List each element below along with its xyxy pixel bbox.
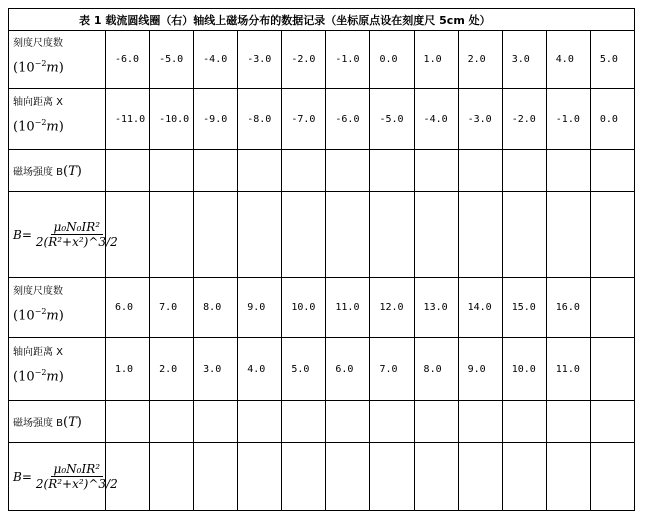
field-row-1-cell [238,150,282,192]
unit-base: 10 [18,308,35,324]
formula-row-2-cell [282,443,326,511]
formula-denominator: 2(R²+x²)^3/2 [35,477,118,491]
unit-exponent: −2 [34,368,47,378]
axial-distance-label: 轴向距离 X [13,347,64,359]
scale-row-1 [9,31,635,89]
field-row-1-cell [150,150,194,192]
field-row-1-cell [590,150,634,192]
unit-meter: m [46,369,59,385]
scale-row-2-cell: 16.0 [546,278,590,338]
formula-row-1-cell [458,192,502,278]
axial-row-1 [9,89,635,150]
axial-row-2-cell: 8.0 [414,338,458,401]
field-row-2-cell [546,401,590,443]
scale-row-1-cell: 0.0 [370,31,414,89]
axial-row-2-label-cell [9,338,106,401]
scale-row-2 [9,278,635,338]
unit-label: $(10^{-2}m)$ [13,58,64,76]
axial-row-1-cell: -10.0 [150,89,194,150]
formula-row-2-cell [414,443,458,511]
axial-row-2-cell: 6.0 [326,338,370,401]
axial-row-1-cell: -8.0 [238,89,282,150]
scale-row-2-cell: 10.0 [282,278,326,338]
scale-row-1-label-cell [9,31,106,89]
scale-row-1-cell: 5.0 [590,31,634,89]
axial-row-2-cell: 7.0 [370,338,414,401]
axial-row-1-cell: -5.0 [370,89,414,150]
scale-row-1-cell: -1.0 [326,31,370,89]
formula-row-1-cell [502,192,546,278]
field-strength-label: 磁场强度 B [13,417,64,429]
axial-row-2 [9,338,635,401]
field-row-2-label-cell [9,401,106,443]
scale-row-2-label-cell [9,278,106,338]
axial-row-2-cell: 4.0 [238,338,282,401]
axial-row-1-cell: -9.0 [194,89,238,150]
table-title: 表 1 载流圆线圈（右）轴线上磁场分布的数据记录（坐标原点设在刻度尺 5cm 处） [9,9,635,31]
scale-row-2-cell: 6.0 [106,278,150,338]
unit-exponent: −2 [34,58,47,68]
formula-row-1-cell [326,192,370,278]
formula-row-2-cell [150,443,194,511]
tesla-unit: (T) [63,414,82,430]
field-row-1-cell [370,150,414,192]
scale-row-1-cell: 2.0 [458,31,502,89]
scale-row-2-cell: 9.0 [238,278,282,338]
scale-row-2-cell: 12.0 [370,278,414,338]
axial-row-2-cell: 5.0 [282,338,326,401]
field-row-2-cell [370,401,414,443]
scale-row-2-cell: 11.0 [326,278,370,338]
formula-row-2-cell [458,443,502,511]
axial-row-2-cell: 11.0 [546,338,590,401]
axial-row-1-label-cell [9,89,106,150]
axial-row-2-cell: 3.0 [194,338,238,401]
field-row-2-cell [150,401,194,443]
formula-row-1-cell [590,192,634,278]
unit-base: 10 [18,119,35,135]
data-table-container [8,8,634,520]
field-row-2 [9,401,635,443]
formula-numerator: μ₀N₀IR² [51,220,104,235]
field-row-2-cell [326,401,370,443]
scale-row-1-cell: -2.0 [282,31,326,89]
unit-meter: m [46,119,59,135]
axial-row-1-cell: -7.0 [282,89,326,150]
unit-exponent: −2 [34,118,47,128]
formula-row-1-cell [370,192,414,278]
field-row-2-cell [194,401,238,443]
formula-row-1-label-cell [9,192,118,278]
formula-lhs: B= [13,227,32,242]
field-formula [13,462,118,491]
axial-row-2-cell: 10.0 [502,338,546,401]
axial-row-1-cell: 0.0 [590,89,634,150]
formula-row-1-cell [414,192,458,278]
tesla-unit: (T) [63,163,82,179]
axial-row-1-cell: -2.0 [502,89,546,150]
unit-label: $(10^{-2}m)$ [13,306,64,324]
unit-base: 10 [18,60,35,76]
field-row-1-cell [546,150,590,192]
scale-row-2-cell: 13.0 [414,278,458,338]
formula-row-2 [9,443,635,511]
scale-row-1-cell: -6.0 [106,31,150,89]
field-row-2-cell [414,401,458,443]
axial-row-2-cell: 2.0 [150,338,194,401]
scale-reading-label: 刻度尺度数 [13,37,63,49]
field-strength-label: 磁场强度 B [13,166,64,178]
unit-exponent: −2 [34,306,47,316]
formula-lhs: B= [13,469,32,484]
formula-row-1-cell [238,192,282,278]
scale-row-1-cell: 1.0 [414,31,458,89]
formula-row-2-cell [194,443,238,511]
unit-base: 10 [18,369,35,385]
axial-row-2-cell [590,338,634,401]
formula-row-1-cell [194,192,238,278]
scale-row-2-cell: 7.0 [150,278,194,338]
formula-row-1-cell [546,192,590,278]
field-row-1-cell [502,150,546,192]
scale-row-2-cell: 8.0 [194,278,238,338]
field-row-1-cell [414,150,458,192]
unit-meter: m [46,308,59,324]
formula-row-1-cell [282,192,326,278]
scale-row-1-cell: -4.0 [194,31,238,89]
scale-row-2-cell [590,278,634,338]
formula-row-2-cell [590,443,634,511]
field-row-2-cell [238,401,282,443]
axial-row-1-cell: -3.0 [458,89,502,150]
formula-numerator: μ₀N₀IR² [51,462,104,477]
formula-row-1-cell [150,192,194,278]
scale-row-1-cell: 4.0 [546,31,590,89]
magnetic-field-data-table [8,8,635,511]
scale-row-2-cell: 14.0 [458,278,502,338]
scale-reading-label: 刻度尺度数 [13,285,63,297]
scale-row-1-cell: -5.0 [150,31,194,89]
field-row-1-cell [282,150,326,192]
axial-row-1-cell: -1.0 [546,89,590,150]
formula-row-2-cell [546,443,590,511]
field-formula [13,220,118,249]
axial-row-1-cell: -11.0 [106,89,150,150]
scale-row-1-cell: -3.0 [238,31,282,89]
field-row-2-cell [590,401,634,443]
field-row-2-cell [106,401,150,443]
axial-row-2-cell: 1.0 [106,338,150,401]
scale-row-1-cell: 3.0 [502,31,546,89]
field-row-2-cell [502,401,546,443]
axial-distance-label: 轴向距离 X [13,97,64,109]
unit-label: $(10^{-2}m)$ [13,368,64,385]
formula-denominator: 2(R²+x²)^3/2 [35,235,118,249]
axial-row-1-cell: -4.0 [414,89,458,150]
field-row-1-label-cell [9,150,106,192]
field-row-1-cell [458,150,502,192]
unit-label: $(10^{-2}m)$ [13,118,64,135]
field-row-1-cell [326,150,370,192]
axial-row-2-cell: 9.0 [458,338,502,401]
field-row-2-cell [282,401,326,443]
formula-row-2-cell [238,443,282,511]
formula-row-2-label-cell [9,443,118,511]
scale-row-2-cell: 15.0 [502,278,546,338]
field-row-1-cell [106,150,150,192]
formula-row-2-cell [502,443,546,511]
formula-row-2-cell [326,443,370,511]
unit-meter: m [46,60,59,76]
field-row-2-cell [458,401,502,443]
axial-row-1-cell: -6.0 [326,89,370,150]
formula-row-2-cell [370,443,414,511]
formula-row-1 [9,192,635,278]
field-row-1 [9,150,635,192]
field-row-1-cell [194,150,238,192]
